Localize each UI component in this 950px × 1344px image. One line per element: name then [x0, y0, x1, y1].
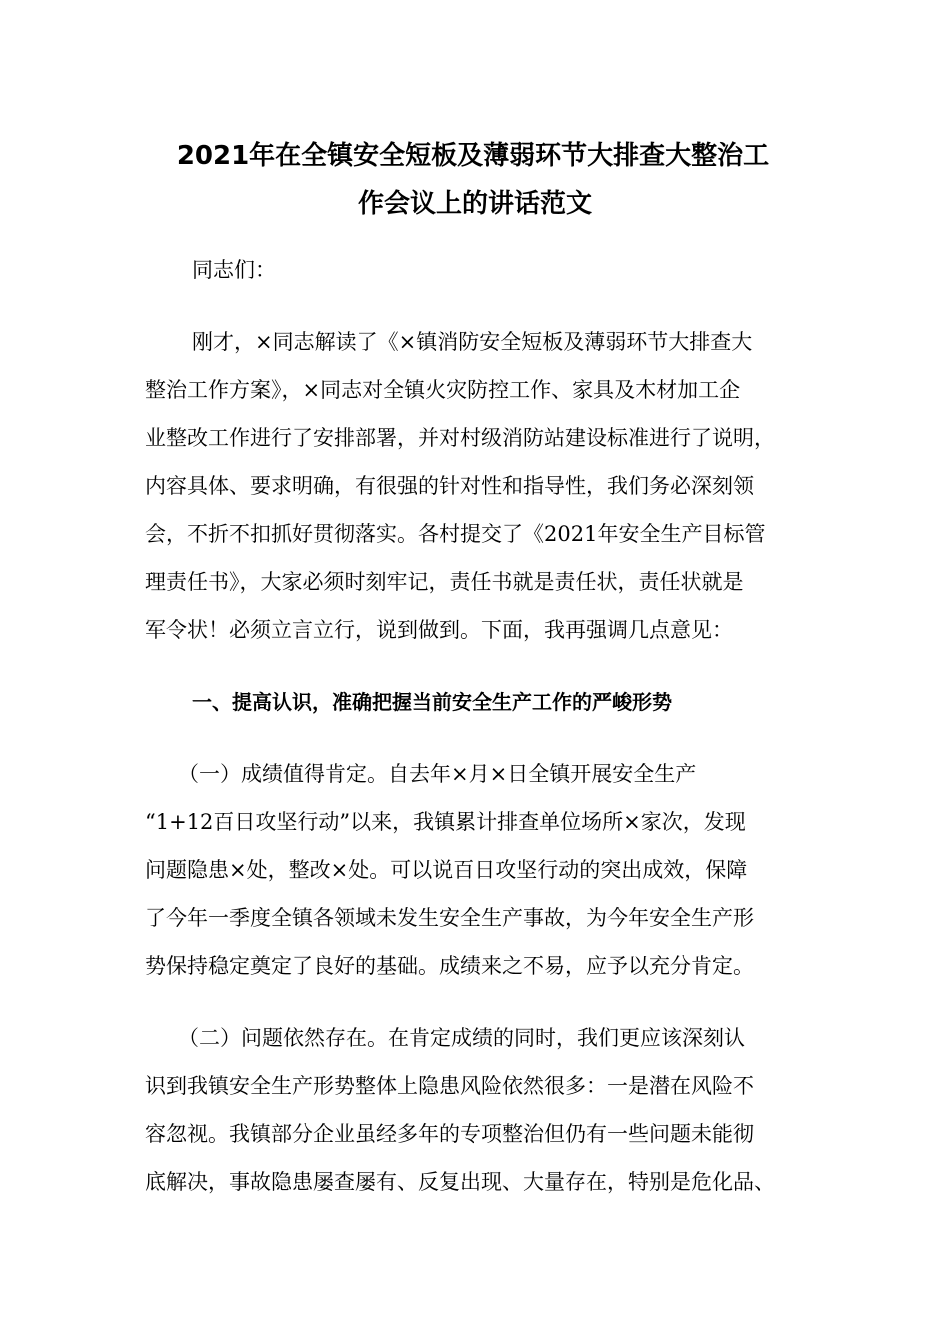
- intro-line: 会，不折不扣抓好贯彻落实。各村提交了《2021年安全生产目标管: [145, 522, 766, 546]
- paragraph-line: （一）成绩值得肯定。自去年×月×日全镇开展安全生产: [178, 762, 697, 786]
- paragraph-line: 了今年一季度全镇各领域未发生安全生产事故，为今年安全生产形: [145, 906, 754, 930]
- paragraph-line: 容忽视。我镇部分企业虽经多年的专项整治但仍有一些问题未能彻: [145, 1122, 754, 1146]
- intro-line: 军令状！必须立言立行，说到做到。下面，我再强调几点意见：: [145, 618, 733, 642]
- intro-line: 刚才，×同志解读了《×镇消防安全短板及薄弱环节大排查大: [192, 330, 753, 354]
- salutation: 同志们：: [192, 258, 276, 282]
- intro-line: 理责任书》，大家必须时刻牢记，责任书就是责任状，责任状就是: [145, 570, 744, 594]
- document-title-line-1: 2021年在全镇安全短板及薄弱环节大排查大整治工: [176, 141, 770, 171]
- paragraph-line: 势保持稳定奠定了良好的基础。成绩来之不易，应予以充分肯定。: [145, 954, 754, 978]
- paragraph-line: （二）问题依然存在。在肯定成绩的同时，我们更应该深刻认: [178, 1026, 745, 1050]
- intro-line: 整治工作方案》，×同志对全镇火灾防控工作、家具及木材加工企: [145, 378, 741, 402]
- paragraph-line: “1+12百日攻坚行动”以来，我镇累计排查单位场所×家次，发现: [145, 810, 746, 834]
- paragraph-line: 问题隐患×处，整改×处。可以说百日攻坚行动的突出成效，保障: [145, 858, 748, 882]
- paragraph-line: 识到我镇安全生产形势整体上隐患风险依然很多：一是潜在风险不: [145, 1074, 754, 1098]
- document-title-line-2: 作会议上的讲话范文: [357, 189, 592, 219]
- section-heading: 一、提高认识，准确把握当前安全生产工作的严峻形势: [192, 690, 672, 714]
- intro-line: 业整改工作进行了安排部署，并对村级消防站建设标准进行了说明，: [145, 426, 775, 450]
- paragraph-line: 底解决，事故隐患屡查屡有、反复出现、大量存在，特别是危化品、: [145, 1170, 775, 1194]
- intro-line: 内容具体、要求明确，有很强的针对性和指导性，我们务必深刻领: [145, 474, 754, 498]
